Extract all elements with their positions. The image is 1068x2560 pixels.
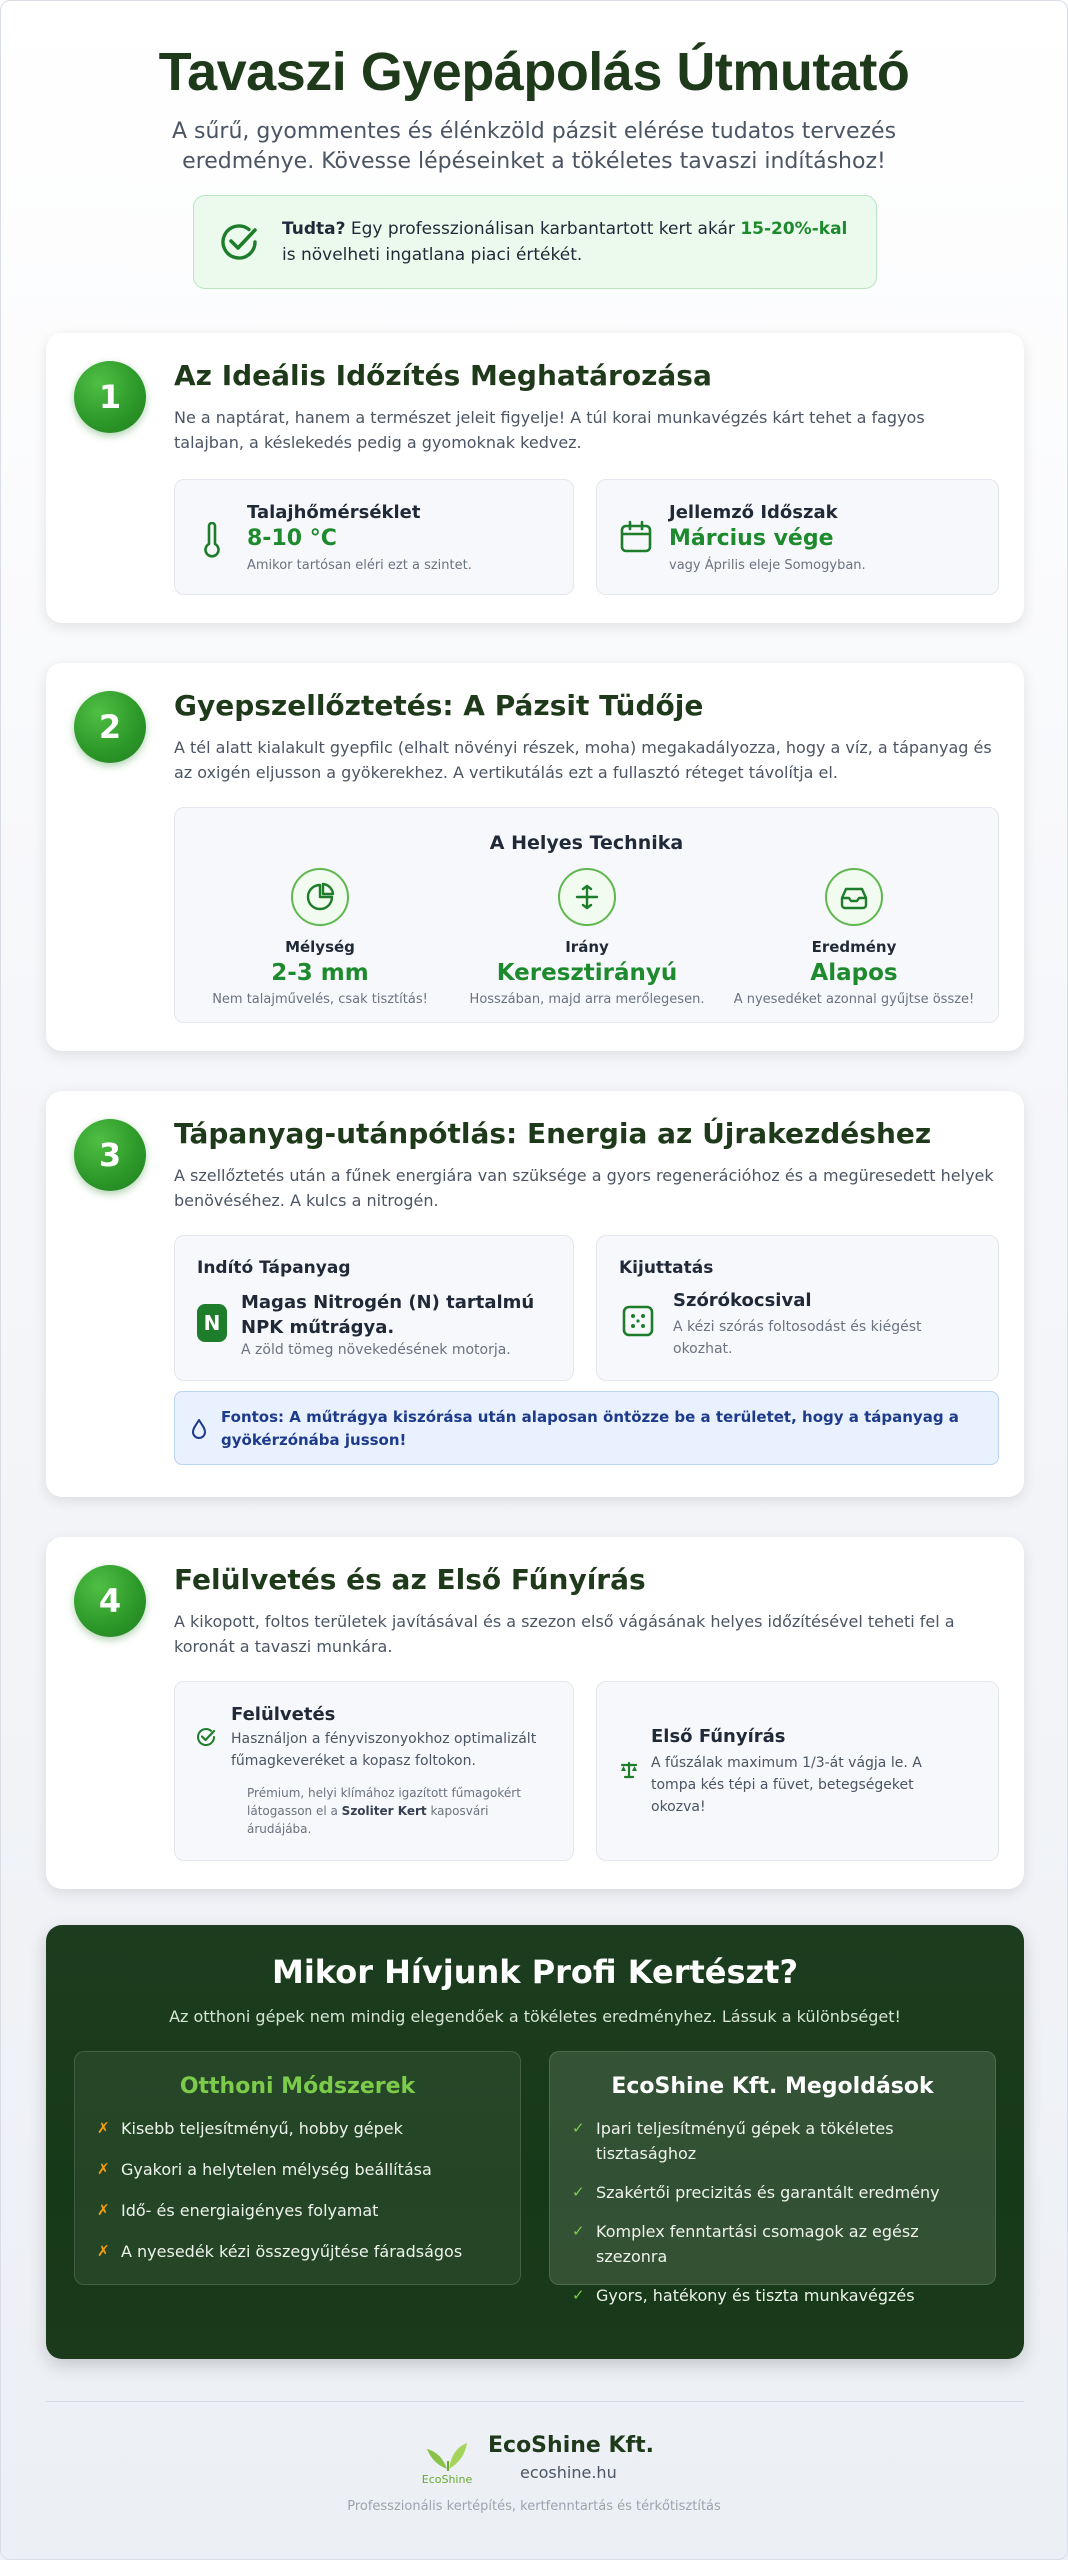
scale-icon <box>619 1760 639 1780</box>
list-item-text: Gyakori a helytelen mélység beállítása <box>121 2160 432 2179</box>
step-title: Felülvetés és az Első Fűnyírás <box>174 1563 646 1596</box>
list-item-text: Szakértői precizitás és garantált eredmény <box>596 2183 940 2202</box>
overseed-note <box>247 1784 547 1838</box>
home-methods-title: Otthoni Módszerek <box>179 2074 416 2099</box>
tip-highlight: 15-20%-kal <box>740 219 848 239</box>
technique-value: 2-3 mm <box>271 960 369 986</box>
step-card-1 <box>46 333 1024 623</box>
tip-lead: Tudta? <box>282 219 346 239</box>
checkmark-icon: ✓ <box>572 2286 585 2304</box>
list-item <box>572 2219 972 2269</box>
check-circle-icon <box>218 221 260 263</box>
technique-label: Eredmény <box>811 938 897 956</box>
box-note: Amikor tartósan eléri ezt a szintet. <box>247 558 472 573</box>
technique-depth <box>180 868 460 1007</box>
x-mark-icon: ✗ <box>97 2119 110 2137</box>
technique-icon-circle <box>291 868 349 926</box>
technique-direction <box>447 868 727 1007</box>
pro-solutions-title: EcoShine Kft. Megoldások <box>611 2074 934 2099</box>
important-note-text: Fontos: A műtrágya kiszórása után alaposan öntözze be a területet, hogy a tápanyag a gyökérzónába jusson! <box>221 1408 959 1449</box>
checkmark-icon: ✓ <box>572 2183 585 2201</box>
checkmark-icon: ✓ <box>572 2222 585 2240</box>
step-card-2 <box>46 663 1024 1051</box>
list-item-text: Ipari teljesítményű gépek a tökéletes tisztasághoz <box>596 2119 894 2163</box>
technique-note: A nyesedéket azonnal gyűjtse össze! <box>733 992 975 1007</box>
list-item-text: Kisebb teljesítményű, hobby gépek <box>121 2119 403 2138</box>
overseed-text: Használjon a fényviszonyokhoz optimalizált fűmagkeveréket a kopasz foltokon. <box>231 1731 537 1769</box>
calendar-icon <box>619 520 653 554</box>
step-number: 2 <box>74 691 146 763</box>
step-description: Ne a naptárat, hanem a természet jeleit figyelje! A túl korai munkavégzés kárt tehet a fagyos talajban, a késlekedés pedig a gyomoknak kedvez. <box>174 408 925 452</box>
box-note: vagy Április eleje Somogyban. <box>669 558 866 573</box>
list-item <box>97 2116 497 2141</box>
spreader-icon <box>621 1304 655 1338</box>
footer-tagline: Professzionális kertépítés, kertfenntartás és térkőtisztítás <box>347 2499 721 2514</box>
box-heading: Indító Tápanyag <box>197 1258 351 1278</box>
list-item-text: Komplex fenntartási csomagok az egész szezonra <box>596 2222 919 2266</box>
home-methods-list <box>97 2116 497 2264</box>
mowing-box <box>596 1681 999 1861</box>
technique-value: Alapos <box>810 960 898 986</box>
step-description: A tél alatt kialakult gyepfilc (elhalt növényi részek, moha) megakadályozza, hogy a víz, a tápanyag és az oxigén eljusson a gyökerekhez. A vertikutálás ezt a fullasztó réteget távolítja el. <box>174 738 992 782</box>
step-number: 1 <box>74 361 146 433</box>
box-label: Jellemző Időszak <box>669 502 838 523</box>
technique-note: Hosszában, majd arra merőlegesen. <box>469 992 705 1007</box>
overseed-box <box>174 1681 574 1861</box>
comparison-title: Mikor Hívjunk Profi Kertészt? <box>271 1953 799 1991</box>
step-number: 4 <box>74 1565 146 1637</box>
overseed-note-before: Prémium, helyi klímához igazított fűmagokért látogasson el a <box>247 1786 521 1818</box>
tip-text-after: is növelheti ingatlana piaci értékét. <box>282 245 583 265</box>
box-value: Március vége <box>669 526 834 551</box>
tip-box <box>193 195 877 289</box>
list-item <box>97 2157 497 2182</box>
pie-chart-icon <box>305 882 335 912</box>
pro-solutions-column <box>549 2051 996 2305</box>
x-mark-icon: ✗ <box>97 2201 110 2219</box>
pro-solutions-list <box>572 2116 972 2308</box>
tip-text-before: Egy professzionálisan karbantartott kert akár <box>345 219 741 239</box>
list-item <box>97 2239 497 2264</box>
footer-website-link[interactable]: ecoshine.hu <box>520 2463 617 2482</box>
list-item-text: Gyors, hatékony és tiszta munkavégzés <box>596 2286 915 2305</box>
footer-brand: EcoShine Kft. <box>488 2433 654 2458</box>
spread-title: Szórókocsival <box>673 1290 812 1311</box>
application-box <box>596 1235 999 1381</box>
mowing-title: Első Fűnyírás <box>651 1726 786 1747</box>
technique-icon-circle <box>825 868 883 926</box>
step-card-4 <box>46 1537 1024 1889</box>
info-box-period <box>596 479 999 595</box>
technique-box <box>174 807 999 1023</box>
list-item <box>572 2116 972 2166</box>
starter-note: A zöld tömeg növekedésének motorja. <box>241 1342 511 1358</box>
mowing-text: A fűszálak maximum 1/3-át vágja le. A tompa kés tépi a füvet, betegségeket okozva! <box>651 1755 922 1815</box>
nitrogen-badge: N <box>197 1304 227 1342</box>
technique-note: Nem talajművelés, csak tisztítás! <box>212 992 428 1007</box>
important-note <box>174 1391 999 1465</box>
step-title: Az Ideális Időzítés Meghatározása <box>174 359 712 392</box>
logo-text: EcoShine <box>421 2473 473 2486</box>
ecoshine-logo-icon <box>413 2431 481 2487</box>
list-item <box>572 2283 972 2308</box>
check-circle-icon <box>195 1726 217 1748</box>
page-title: Tavaszi Gyepápolás Útmutató <box>158 42 910 102</box>
technique-label: Mélység <box>285 938 355 956</box>
overseed-note-after: kaposvári árudájába. <box>247 1804 489 1836</box>
technique-label: Irány <box>565 938 609 956</box>
technique-value: Keresztirányú <box>496 960 678 986</box>
technique-title: A Helyes Technika <box>489 832 684 854</box>
technique-icon-circle <box>558 868 616 926</box>
step-title: Gyepszellőztetés: A Pázsit Tüdője <box>174 689 704 722</box>
list-item <box>572 2180 972 2205</box>
box-label: Talajhőmérséklet <box>247 502 421 523</box>
step-title: Tápanyag-utánpótlás: Energia az Újrakezdéshez <box>174 1117 932 1150</box>
info-box-soil-temp <box>174 479 574 595</box>
technique-result <box>714 868 994 1007</box>
cross-arrows-icon <box>572 882 602 912</box>
box-heading: Kijuttatás <box>619 1258 714 1278</box>
checkmark-icon: ✓ <box>572 2119 585 2137</box>
starter-title: Magas Nitrogén (N) tartalmú NPK műtrágya. <box>241 1292 535 1338</box>
page-header <box>1 1 1067 177</box>
footer-divider <box>46 2401 1024 2402</box>
box-value: 8-10 °C <box>247 526 337 551</box>
comparison-subtitle: Az otthoni gépek nem mindig elegendőek a tökéletes eredményhez. Lássuk a különbséget! <box>169 2007 901 2026</box>
water-drop-icon <box>191 1418 207 1440</box>
step-card-3 <box>46 1091 1024 1497</box>
professional-comparison <box>46 1925 1024 2359</box>
step-description: A szellőztetés után a fűnek energiára van szüksége a gyors regenerációhoz és a megüresedett helyek benövéséhez. A kulcs a nitrogén. <box>174 1166 994 1210</box>
list-item <box>97 2198 497 2223</box>
step-number: 3 <box>74 1119 146 1191</box>
home-methods-column <box>74 2051 521 2285</box>
list-item-text: A nyesedék kézi összegyűjtése fáradságos <box>121 2242 463 2261</box>
inbox-icon <box>839 882 869 912</box>
thermometer-icon <box>201 522 223 558</box>
page-subtitle: A sűrű, gyommentes és élénkzöld pázsit elérése tudatos tervezés eredménye. Kövesse lépéseinket a tökéletes tavaszi indításhoz! <box>171 119 897 174</box>
starter-nutrient-box <box>174 1235 574 1381</box>
partner-shop-name: Szoliter Kert <box>341 1804 427 1818</box>
list-item-text: Idő- és energiaigényes folyamat <box>121 2201 379 2220</box>
overseed-title: Felülvetés <box>231 1704 336 1725</box>
x-mark-icon: ✗ <box>97 2242 110 2260</box>
step-description: A kikopott, foltos területek javításával és a szezon első vágásának helyes időzítésével teheti fel a koronát a tavaszi munkára. <box>174 1612 955 1656</box>
x-mark-icon: ✗ <box>97 2160 110 2178</box>
spread-note: A kézi szórás foltosodást és kiégést okozhat. <box>673 1319 922 1357</box>
tip-text <box>282 216 852 268</box>
